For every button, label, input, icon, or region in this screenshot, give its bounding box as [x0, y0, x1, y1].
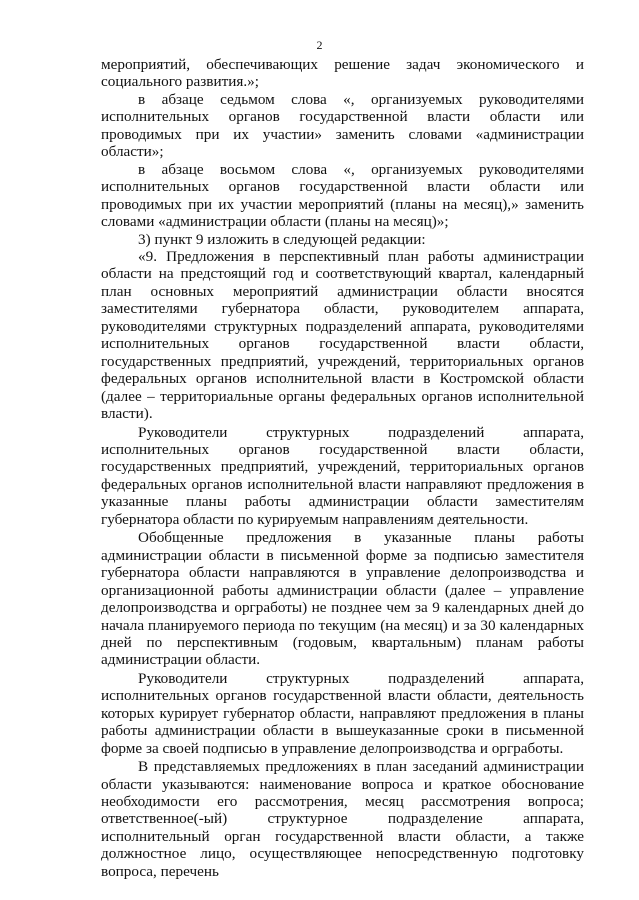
paragraph: «9. Предложения в перспективный план работы администрации области на предстоящий год и соответствующий квартал, календарный план основных мероприятий администрации области вносятся заместителями губернатора области, руководителем аппарата, руководителями структурных подразделений аппарата, руководителями исполнительных органов государственной власти области, государственных предприятий, учреждений, территориальных органов федеральных органов исполнительной власти в Костромской области (далее – территориальные органы федеральных органов исполнительной власти). — [101, 247, 584, 423]
paragraph: Руководители структурных подразделений аппарата, исполнительных органов государственной власти области, деятельность которых курирует губернатор области, направляют предложения в планы работы администрации области в вышеуказанные сроки в письменной форме за своей подписью в управление делопроизводства и оргработы. — [101, 669, 584, 757]
paragraph: Обобщенные предложения в указанные планы работы администрации области в письменной форме за подписью заместителя губернатора области направляются в управление делопроизводства и организационной работы администрации области (далее – управление делопроизводства и оргработы) не позднее чем за 9 календарных дней до начала планируемого периода по текущим (на месяц) и за 30 календарных дней по перспективным (годовым, квартальным) планам работы администрации области. — [101, 529, 584, 669]
paragraph: Руководители структурных подразделений аппарата, исполнительных органов государственной власти области, государственных предприятий, учреждений, территориальных органов федеральных органов исполнительной власти направляют предложения в указанные планы работы администрации области заместителям губернатора области по курируемым направлениям деятельности. — [101, 423, 584, 528]
paragraph: в абзаце восьмом слова «, организуемых руководителями исполнительных органов государственной власти области или проводимых при их участии мероприятий (планы на месяц),» заменить словами «администрации области (планы на месяц)»; — [101, 160, 584, 231]
paragraph: В представляемых предложениях в план заседаний администрации области указываются: наименование вопроса и краткое обоснование необходимости его рассмотрения, месяц рассмотрения вопроса; ответственное(-ый) структурное подразделение аппарата, исполнительный орган государственной власти области, а также должностное лицо, осуществляющее непосредственную подготовку вопроса, перечень — [101, 758, 584, 880]
paragraph: мероприятий, обеспечивающих решение задач экономического и социального развития.»; — [101, 56, 584, 91]
page-number: 2 — [316, 38, 323, 52]
paragraph: в абзаце седьмом слова «, организуемых руководителями исполнительных органов государственной власти области или проводимых при их участии» заменить словами «администрации области»; — [101, 90, 584, 161]
document-body — [101, 56, 584, 880]
paragraph: 3) пункт 9 изложить в следующей редакции: — [138, 230, 426, 248]
